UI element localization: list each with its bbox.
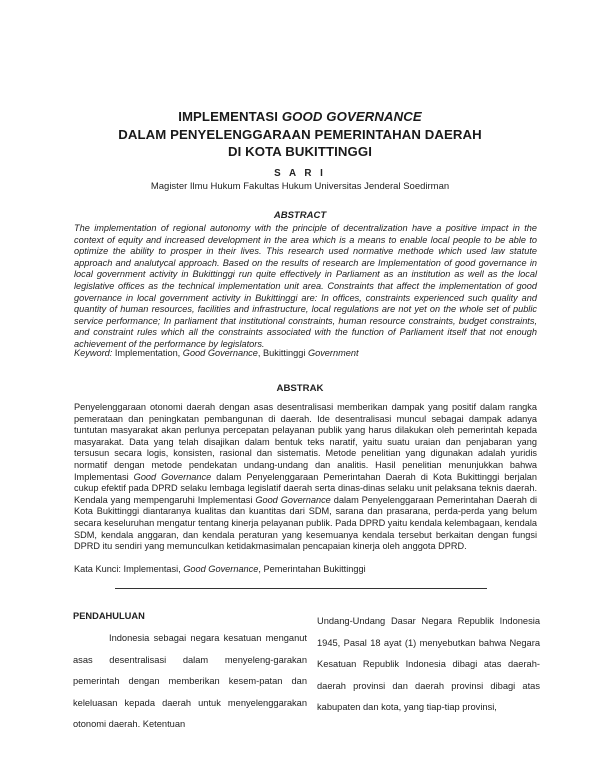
abstrak-text-1: Penyelenggaraan otonomi daerah dengan asas desentralisasi memberikan dampak yang positif dalam rangka pemerataan dan peningkatan pembangunan di daerah. Ide desentralisasi muncul sebagai dampak adanya tuntutan masyarakat akan perlunya percepatan pelayanan publik yang harus dilakukan oleh pemerintah kepada masyarakat. Data yang telah disajikan dalam bentuk teks naratif, yaitu suatu uraian dan penjabaran yang tersusun secara logis, konsisten, rasional dan sistematis. Metode penelitian yang digunakan adalah yuridis normatif dengan metode pendekatan undang-undang dan analitis. Hasil penelitian menunjukkan bahwa Implementasi	[74, 402, 537, 482]
intro-right-paragraph: Undang-Undang Dasar Negara Republik Indonesia 1945, Pasal 18 ayat (1) menyebutkan bahwa Negara Kesatuan Republik Indonesia dibagi atas daerah-daerah provinsi dan daerah provinsi dibagi atas kabupaten dan kota, yang tiap-tiap provinsi,	[317, 616, 540, 712]
keyword-3: , Bukittinggi	[257, 348, 308, 358]
keyword-label: Keyword:	[74, 348, 113, 358]
paper-title-line-1	[60, 109, 540, 124]
section-divider	[115, 588, 487, 589]
abstrak-italic-2: Good Governance	[255, 494, 331, 505]
keyword-2: Good Governance	[182, 348, 258, 358]
abstrak-italic-1: Good Governance	[133, 471, 212, 482]
section-heading-pendahuluan: PENDAHULUAN	[73, 611, 145, 621]
intro-left-paragraph: Indonesia sebagai negara kesatuan menganut asas desentralisasi dalam menyeleng-garakan pemerintah dengan memberikan kesem-patan dan keleluasan kepada daerah untuk menyelenggarakan otonomi daerah. Ketentuan	[73, 633, 307, 729]
paper-title-line-2: DALAM PENYELENGGARAAN PEMERINTAHAN DAERAH	[118, 127, 482, 142]
abstrak-text-3: dalam Penyelenggaraan Pemerintahan Daerah di Kota Bukittinggi diantaranya kualitas dan kuantitas dari SDM, sarana dan prasarana, perda-perda yang belum secara keseluruhan mengatur tentang kinerja pelayanan publik. Pada DPRD yaitu kendala kelembagaan, kendala SDM, kendala anggaran, dan kendala peraturan yang kesemuanya kendala tersebut berkaitan dengan fungsi DPRD itu sendiri yang memunculkan ketidakmasimalan pencapaian kinerja oleh anggota DPRD.	[74, 494, 537, 552]
paper-title-line-3: DI KOTA BUKITTINGGI	[227, 144, 373, 159]
author-affiliation: Magister Ilmu Hukum Fakultas Hukum Universitas Jenderal Soedirman	[150, 181, 450, 192]
abstrak-text-2: dalam Penyelenggaraan Pemerintahan Daerah di Kota Bukittinggi berjalan cukup efektif pada DPRD selaku lembaga legislatif daerah serta dinas-dinas selaku unit pelaksana teknis daerah. Kendala yang mempengaruhi Implementasi	[74, 471, 537, 505]
kata-kunci-italic: Good Governance	[183, 564, 259, 574]
abstract-body: The implementation of regional autonomy with the principle of decentralization have a positive impact in the context of equity and increased development in the area which is a means to enable local people to be able to optimize the ability to prosper in their lives. This research used normative methode which used law statute approach and analutycal approach. Based on the results of research are Implementation of good governance in local government activity in Bukittinggi run quite effectively in Parliament as an institution as well as the local legislative offices as the technical implementation unit area. Constraints that affect the implementation of good governance in local government activity in Bukittinggi are: In offices, constraints experienced such quality and quantity of human resources, facilities and infrastructure, local regulations are not yet on the whole set of public service performance; In parliament that institutional constraints, human resource constraints, budget constraints, and constraint rules which all the constraints associated with the function of Parliament itself that not enough achievement of the performance by legislators.	[74, 223, 537, 349]
kata-kunci	[74, 564, 537, 576]
title-italic-term: GOOD GOVERNANCE	[281, 109, 422, 124]
kata-kunci-label: Kata Kunci: Implementasi,	[74, 564, 184, 574]
kata-kunci-rest: , Pemerintahan Bukittinggi	[258, 564, 366, 574]
left-column	[73, 611, 307, 736]
author-name: S A R I	[274, 168, 326, 179]
abstrak-body	[74, 402, 537, 553]
title-prefix: IMPLEMENTASI	[178, 109, 282, 124]
keyword-1: Implementation,	[112, 348, 183, 358]
keyword-4: Government	[307, 348, 359, 358]
abstract-heading: ABSTRACT	[273, 210, 327, 221]
right-column	[317, 611, 540, 719]
abstract-keywords	[74, 348, 537, 360]
abstrak-heading: ABSTRAK	[276, 383, 324, 394]
